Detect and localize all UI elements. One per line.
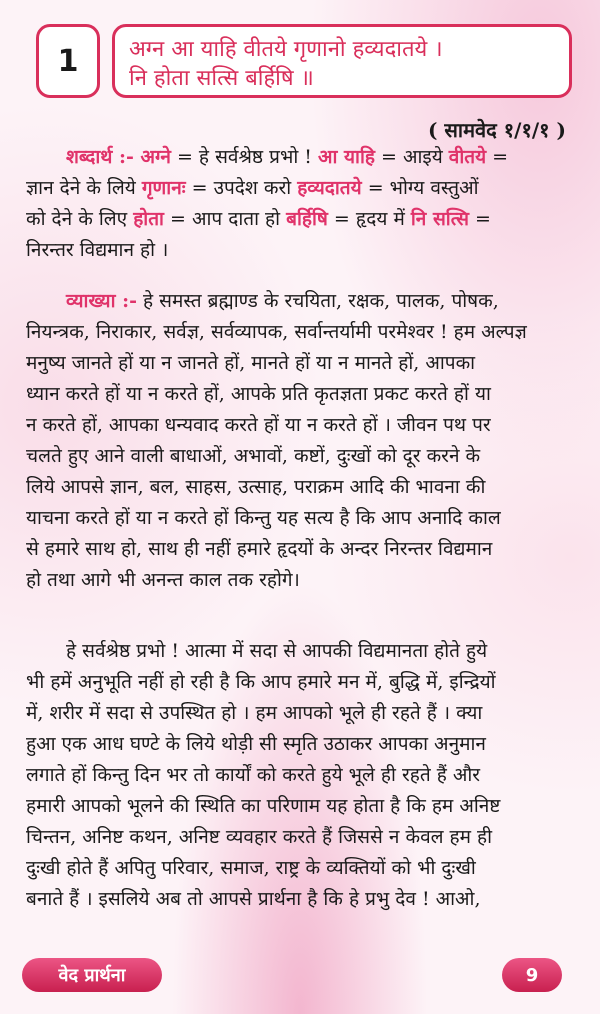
shabdarth-line	[26, 173, 578, 204]
page-number-badge: 9	[502, 958, 562, 992]
shabdarth-line	[26, 235, 578, 266]
vyakhya-line: ध्यान करते हों या न करते हों, आपके प्रति कृतज्ञता प्रकट करते हों या	[26, 383, 491, 405]
prayer-line: बनाते हैं । इसलिये अब तो आपसे प्रार्थना है कि हे प्रभु देव ! आओ,	[26, 888, 481, 910]
mantra-line-2: नि होता सत्सि बर्हिषि ॥	[129, 66, 314, 91]
vyakhya-line: मनुष्य जानते हों या न जानते हों, मानते हों या न मानते हों, आपका	[26, 352, 476, 374]
vyakhya-paragraph	[26, 286, 578, 596]
vyakhya-first-line: व्याख्या :- हे समस्त ब्रह्माण्ड के रचयिता, रक्षक, पालक, पोषक,	[66, 290, 499, 312]
vyakhya-line: नियन्त्रक, निराकार, सर्वज्ञ, सर्वव्यापक, सर्वान्तर्यामी परमेश्वर ! हम अल्पज्ञ	[26, 321, 527, 343]
prayer-line: में, शरीर में सदा से उपस्थित हो । हम आपको भूले ही रहते हैं । क्या	[26, 702, 483, 724]
prayer-line: हे सर्वश्रेष्ठ प्रभो ! आत्मा में सदा से आपकी विद्यमानता होते हुये	[66, 640, 488, 662]
book-title-badge: वेद प्रार्थना	[22, 958, 162, 992]
vyakhya-line: लिये आपसे ज्ञान, बल, साहस, उत्साह, पराक्रम आदि की भावना की	[26, 476, 486, 498]
shabdarth-text: =	[468, 208, 491, 230]
shabdarth-text: =	[486, 146, 509, 168]
prayer-line: हुआ एक आध घण्टे के लिये थोड़ी सी स्मृति उठाकर आपका अनुमान	[26, 733, 486, 755]
shabdarth-paragraph	[26, 142, 578, 266]
shabdarth-text: = हे सर्वश्रेष्ठ प्रभो !	[170, 146, 318, 168]
vyakhya-line: न करते हों, आपका धन्यवाद करते हों या न करते हों । जीवन पथ पर	[26, 414, 491, 436]
mantra-text-box	[112, 24, 572, 98]
prayer-line: भी हमें अनुभूति नहीं हो रही है कि आप हमारे मन में, बुद्धि में, इन्द्रियों	[26, 671, 496, 693]
shabdarth-text: ज्ञान देने के लिये	[26, 177, 142, 199]
shabdarth-text: = हृदय में	[327, 208, 411, 230]
shabdarth-text: को देने के लिए	[26, 208, 134, 230]
shabdarth-term: बर्हिषि	[286, 208, 328, 230]
scripture-reference: ( सामवेद १/१/१ )	[427, 118, 566, 142]
vyakhya-line: हो तथा आगे भी अनन्त काल तक रहोगे।	[26, 569, 300, 591]
mantra-number: 1	[36, 24, 100, 98]
prayer-line: चिन्तन, अनिष्ट कथन, अनिष्ट व्यवहार करते हैं जिससे न केवल हम ही	[26, 826, 493, 848]
shabdarth-text: = आइये	[374, 146, 449, 168]
shabdarth-term: आ याहि	[317, 146, 375, 168]
shabdarth-line	[26, 142, 578, 173]
shabdarth-line	[26, 204, 578, 235]
shabdarth-term: शब्दार्थ :- अग्ने	[66, 146, 171, 168]
shabdarth-term: गृणानः	[141, 177, 186, 199]
prayer-line: लगाते हों किन्तु दिन भर तो कार्यों को करते हुये भूले ही रहते हैं और	[26, 764, 481, 786]
shabdarth-text: = भोग्य वस्तुओं	[361, 177, 479, 199]
vyakhya-label: व्याख्या :-	[66, 290, 138, 312]
prayer-paragraph	[26, 636, 578, 915]
prayer-line: दुःखी होते हैं अपितु परिवार, समाज, राष्ट्र के व्यक्तियों को भी दुःखी	[26, 857, 476, 879]
vyakhya-line: याचना करते हों या न करते हों किन्तु यह सत्य है कि आप अनादि काल	[26, 507, 501, 529]
mantra-line-1: अग्न आ याहि वीतये गृणानो हव्यदातये ।	[129, 37, 443, 62]
mantra-header	[36, 20, 572, 98]
shabdarth-term: हव्यदातये	[297, 177, 362, 199]
shabdarth-term: होता	[133, 208, 164, 230]
shabdarth-term: वीतये	[448, 146, 487, 168]
vyakhya-line: चलते हुए आने वाली बाधाओं, अभावों, कष्टों, दुःखों को दूर करने के	[26, 445, 481, 467]
vyakhya-line: से हमारे साथ हो, साथ ही नहीं हमारे हृदयों के अन्दर निरन्तर विद्यमान	[26, 538, 493, 560]
shabdarth-text: = आप दाता हो	[163, 208, 287, 230]
prayer-line: हमारी आपको भूलने की स्थिति का परिणाम यह होता है कि हम अनिष्ट	[26, 795, 501, 817]
shabdarth-term: नि सत्सि	[410, 208, 469, 230]
shabdarth-text: = उपदेश करो	[185, 177, 298, 199]
shabdarth-text: निरन्तर विद्यमान हो ।	[26, 239, 169, 261]
